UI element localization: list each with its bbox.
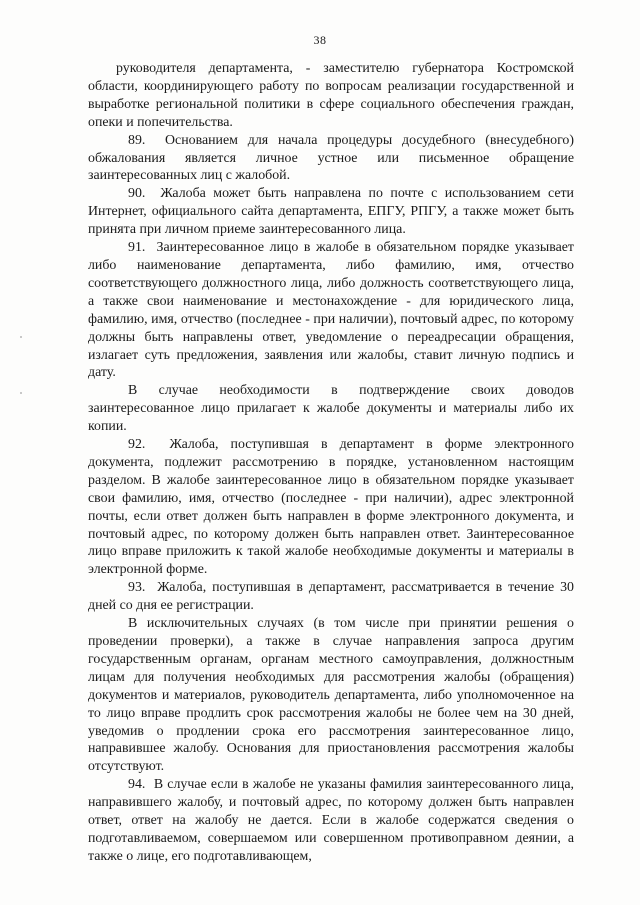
paragraph-text: Жалоба, поступившая в департамент в форме электронного документа, подлежит рассмотрению в порядке, установленном настоящим разделом. В жалобе заинтересованное лицо в обязательном порядке указывает свои фамилию, имя, отчество (последнее - при наличии), адрес электронной почты, если ответ должен быть направлен в форме электронного документа, и почтовый адрес, по которому должен быть направлен ответ. Заинтересованное лицо вправе приложить к такой жалобе необходимые документы и материалы в электронной форме. bbox=[88, 437, 574, 578]
paragraph-text: В случае необходимости в подтверждение своих доводов заинтересованное лицо прилагает к жалобе документы и материалы либо их копии. bbox=[88, 383, 574, 435]
paragraph-94 bbox=[88, 776, 574, 866]
paragraph-text: Заинтересованное лицо в жалобе в обязательном порядке указывает либо наименование департамента, либо фамилию, имя, отчество соответствующего должностного лица, либо должность соответствующего лица, а также свои наименование и местонахождение - для юридического лица, фамилию, имя, отчество (последнее - при наличии), почтовый адрес, по которому должны быть направлены ответ, уведомление о переадресации обращения, излагает суть предложения, заявления или жалобы, ставит личную подпись и дату. bbox=[88, 240, 574, 381]
paragraph-number: 92. bbox=[128, 437, 146, 453]
paragraph-number: 91. bbox=[128, 240, 146, 256]
paragraph-number: 90. bbox=[128, 186, 146, 202]
paragraph-91-note bbox=[88, 382, 574, 436]
paragraph-92 bbox=[88, 436, 574, 579]
scan-mark bbox=[20, 392, 22, 394]
paragraph-text: руководителя департамента, - заместителю губернатора Костромской области, координирующего работу по вопросам реализации государственной и выработке региональной политики в сфере социального обеспечения граждан, опеки и попечительства. bbox=[88, 61, 574, 130]
paragraph-number: 93. bbox=[128, 580, 146, 596]
document-body bbox=[88, 60, 574, 866]
paragraph-93 bbox=[88, 579, 574, 615]
paragraph-90 bbox=[88, 185, 574, 239]
paragraph-continuation bbox=[88, 60, 574, 132]
paragraph-text: Жалоба может быть направлена по почте с использованием сети Интернет, официального сайта департамента, ЕПГУ, РПГУ, а также может быть принята при личном приеме заинтересованного лица. bbox=[88, 186, 574, 238]
paragraph-text: В случае если в жалобе не указаны фамилия заинтересованного лица, направившего жалобу, и почтовый адрес, по которому должен быть направлен ответ, ответ на жалобу не дается. Если в жалобе содержатся сведения о подготавливаемом, совершаемом или совершенном противоправном деянии, а также о лице, его подготавливающем, bbox=[88, 777, 574, 864]
paragraph-number: 89. bbox=[128, 132, 146, 148]
paragraph-text: Жалоба, поступившая в департамент, рассматривается в течение 30 дней со дня ее регистрации. bbox=[88, 580, 574, 614]
paragraph-89 bbox=[88, 132, 574, 186]
paragraph-text: Основанием для начала процедуры досудебного (внесудебного) обжалования является личное устное или письменное обращение заинтересованных лиц с жалобой. bbox=[88, 132, 574, 184]
paragraph-text: В исключительных случаях (в том числе при принятии решения о проведении проверки), а также в случае направления запроса другим государственным органам, органам местного самоуправления, должностным лицам для получения необходимых для рассмотрения жалобы (обращения) документов и материалов, руководитель департамента, либо уполномоченное на то лицо вправе продлить срок рассмотрения жалобы не более чем на 30 дней, уведомив о продлении срока его рассмотрения заинтересованное лицо, направившее жалобу. Основания для приостановления рассмотрения жалобы отсутствуют. bbox=[88, 616, 574, 775]
paragraph-93-note bbox=[88, 615, 574, 776]
paragraph-91 bbox=[88, 239, 574, 382]
paragraph-number: 94. bbox=[128, 777, 146, 793]
scan-mark bbox=[20, 336, 22, 338]
page-number: 38 bbox=[313, 33, 327, 47]
